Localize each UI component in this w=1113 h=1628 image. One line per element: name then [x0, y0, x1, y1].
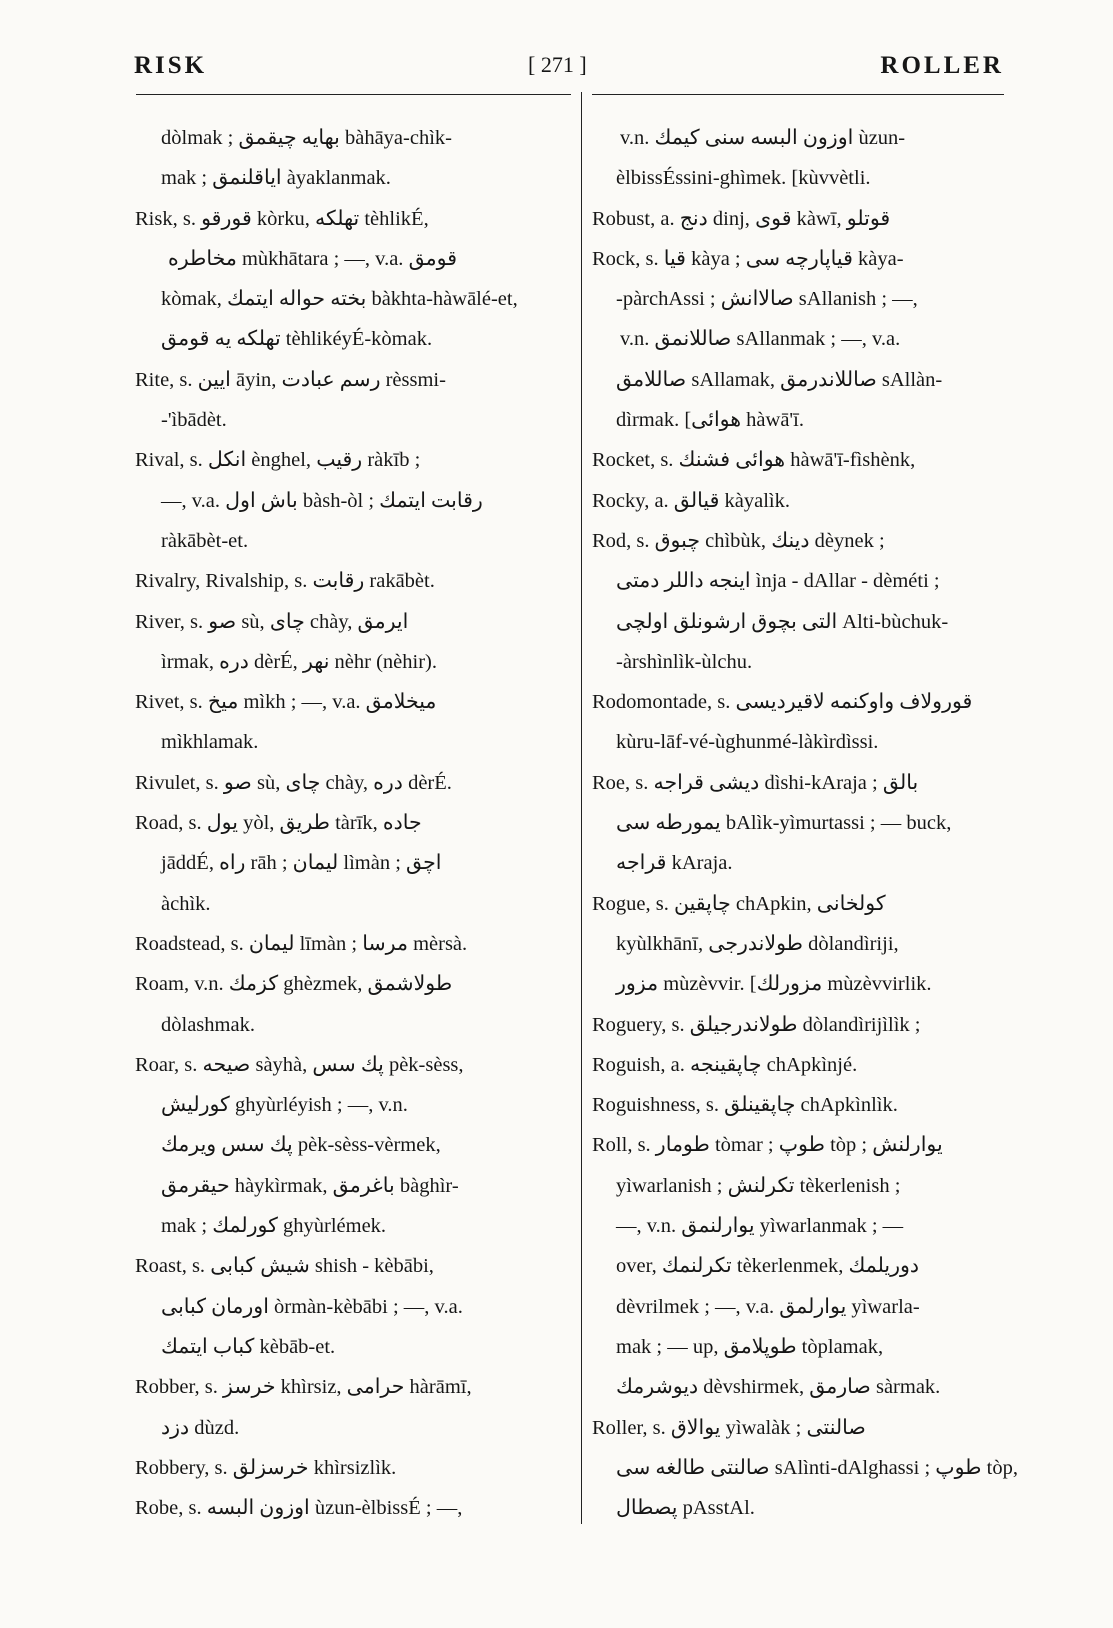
entry-line: Rod, s. چبوق chìbùk, دینك dèynek ;: [592, 529, 885, 552]
entry-line: التی بچوق ارشونلق اولچی Alti-bùchuk-: [616, 610, 949, 633]
entry-line: Roguishness, s. چاپقینلق chApkìnlìk.: [592, 1094, 898, 1117]
entry-line: Roadstead, s. لیمان līmàn ; مرسا mèrsà.: [135, 932, 468, 955]
entry-line: kòmak, بخته حواله ایتمك bàkhta-hàwālé-et,: [161, 288, 518, 311]
entry-line: مزور mùzèvvir. [مزورلك mùzèvvirlik.: [616, 973, 932, 996]
header-rule-right: [592, 94, 1004, 95]
entry-line: ìrmak, دره dèrÉ, نهر nèhr (nèhir).: [161, 650, 437, 673]
entry-line: پك سس ویرمك pèk-sèss-vèrmek,: [161, 1134, 441, 1157]
entry-line: قراجه kAraja.: [616, 852, 733, 875]
entry-line: کورلیش ghyùrléyish ; —, v.n.: [161, 1094, 408, 1117]
entry-line: اینجه داللر دمتی ìnja - dAllar - dèméti ;: [616, 570, 940, 593]
header-left-guide-word: RISK: [134, 52, 208, 79]
entry-line: dòlashmak.: [161, 1013, 255, 1036]
entry-line: Roar, s. صیحه sàyhà, پك سس pèk-sèss,: [135, 1053, 464, 1076]
entry-line: Rival, s. انکل ènghel, رقیب ràkīb ;: [135, 449, 421, 472]
running-header: [134, 52, 1004, 88]
entry-line: dèvrilmek ; —, v.a. یوارلمق yìwarla-: [616, 1295, 920, 1318]
entry-line: over, تکرلنمك tèkerlenmek, دوریلمك: [616, 1255, 920, 1278]
entry-line: Rite, s. ایین āyin, رسم عبادت rèssmi-: [135, 368, 446, 391]
entry-line: Rock, s. قیا kàya ; قیاپارچه سی kàya-: [592, 247, 904, 270]
entry-line: mak ; کورلمك ghyùrlémek.: [161, 1215, 387, 1238]
entry-line: kyùlkhānī, طولاندرجی dòlandìriji,: [616, 932, 899, 955]
entry-line: kùru-lāf-vé-ùghunmé-làkìrdìssi.: [616, 731, 879, 754]
entry-line: یمورطه سی bAlìk-yìmurtassi ; — buck,: [616, 812, 952, 835]
entry-line: مخاطره mùkhātara ; —, v.a. قومق: [168, 247, 458, 270]
page-number: [ 271 ]: [528, 52, 587, 77]
entry-line: River, s. صو sù, چای chày, ایرمق: [135, 610, 409, 633]
header-rule-left: [136, 94, 571, 95]
right-column: [592, 118, 1018, 1528]
entry-line: àchìk.: [161, 892, 211, 915]
entry-line: Rivulet, s. صو sù, چای chày, دره dèrÉ.: [135, 771, 452, 794]
entry-line: -pàrchAssi ; صالاانش sAllanish ; —,: [616, 288, 918, 311]
entry-line: اورمان کبابی òrmàn-kèbābi ; —, v.a.: [161, 1295, 463, 1318]
entry-line: صالنتی طالغه سی sAlìnti-dAlghassi ; طوپ tòp,: [616, 1456, 1018, 1479]
entry-line: Rodomontade, s. قورولاف واوکنمه لاقیردیسی: [592, 691, 973, 714]
entry-line: دزد dùzd.: [161, 1416, 240, 1439]
entry-line: Robust, a. دنج dinj, قوی kàwī, قوتلو: [592, 207, 891, 230]
entry-line: Roll, s. طومار tòmar ; طوپ tòp ; یوارلنش: [592, 1134, 943, 1157]
entry-line: Rivet, s. میخ mìkh ; —, v.a. میخلامق: [135, 691, 437, 714]
entry-line: dòlmak ; بهایه چیقمق bàhāya-chìk-: [161, 127, 452, 149]
entry-line: پصطال pAsstAl.: [616, 1497, 755, 1520]
entry-line: Robe, s. اوزون البسه ùzun-èlbissÉ ; —,: [135, 1497, 463, 1520]
entry-line: Roast, s. شیش کبابی shish - kèbābi,: [135, 1255, 434, 1278]
entry-line: v.n. اوزون البسه سنی کیمك ùzun-: [620, 127, 906, 149]
entry-line: mìkhlamak.: [161, 731, 259, 754]
entry-line: Rivalry, Rivalship, s. رقابت rakābèt.: [135, 570, 435, 593]
header-right-guide-word: ROLLER: [880, 52, 1004, 79]
entry-line: -àrshìnlìk-ùlchu.: [616, 650, 753, 673]
entry-line: Risk, s. قورقو kòrku, تهلکه tèhlikÉ,: [135, 207, 429, 230]
column-divider: [581, 92, 582, 1524]
entry-line: Roe, s. دیشی قراجه dìshi-kAraja ; بالق: [592, 771, 919, 794]
entry-line: Rocket, s. هوائی فشنك hàwā'ī-fìshènk,: [592, 449, 916, 472]
entry-line: Roam, v.n. کزمك ghèzmek, طولاشمق: [135, 973, 453, 996]
entry-line: دیوشرمك dèvshirmek, صارمق sàrmak.: [616, 1376, 941, 1399]
entry-line: -'ìbādèt.: [161, 409, 227, 432]
entry-line: Rogue, s. چاپقین chApkin, کولخانی: [592, 892, 886, 915]
entry-line: Roguery, s. طولاندرجیلق dòlandìrijìlìk ;: [592, 1013, 921, 1036]
entry-line: Robber, s. خرسز khìrsiz, حرامی hàrāmī,: [135, 1376, 472, 1399]
entry-line: èlbissÉssini-ghìmek. [kùvvètli.: [616, 167, 871, 190]
entry-line: —, v.n. یوارلنمق yìwarlanmak ; —: [616, 1215, 904, 1238]
entry-line: تهلکه یه قومق tèhlikéyÉ-kòmak.: [161, 328, 433, 351]
entry-line: —, v.a. باش اول bàsh-òl ; رقابت ایتمك: [161, 489, 483, 512]
entry-line: mak ; ایاقلنمق àyaklanmak.: [161, 167, 391, 190]
entry-line: jāddÉ, راه rāh ; لیمان lìmàn ; اچق: [161, 852, 442, 875]
entry-line: Roguish, a. چاپقینجه chApkìnjé.: [592, 1053, 858, 1076]
entry-line: mak ; — up, طوپلامق tòplamak,: [616, 1335, 884, 1358]
entry-line: dìrmak. [هوائی hàwā'ī.: [616, 409, 804, 432]
entry-line: Robbery, s. خرسزلق khìrsizlìk.: [135, 1456, 397, 1479]
entry-line: Rocky, a. قیالق kàyalìk.: [592, 489, 790, 512]
entry-line: Roller, s. یوالاق yìwalàk ; صالنتی: [592, 1416, 866, 1439]
entry-line: کباب ایتمك kèbāb-et.: [161, 1335, 336, 1358]
entry-line: Road, s. یول yòl, طریق tàrīk, جاده: [135, 812, 422, 835]
entry-line: حیقرمق hàykìrmak, باغرمق bàghìr-: [161, 1174, 459, 1197]
entry-line: ràkābèt-et.: [161, 529, 249, 552]
left-column: [135, 118, 567, 1528]
entry-line: صاللامق sAllamak, صاللاندرمق sAllàn-: [616, 368, 943, 391]
entry-line: yìwarlanish ; تکرلنش tèkerlenish ;: [616, 1174, 901, 1197]
entry-line: v.n. صاللانمق sAllanmak ; —, v.a.: [620, 328, 901, 351]
